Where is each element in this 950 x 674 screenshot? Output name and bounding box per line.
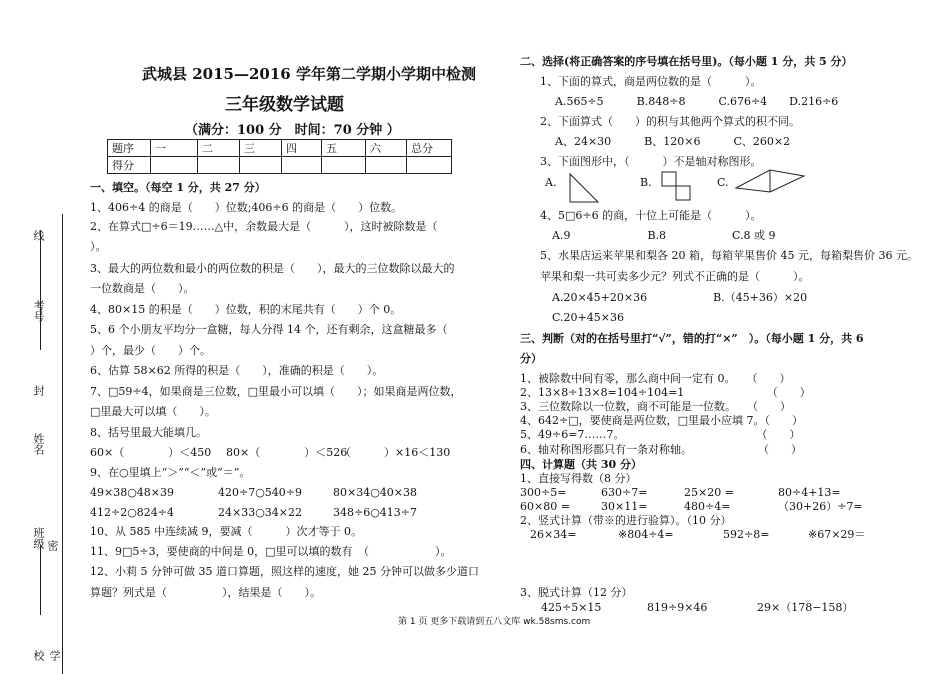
question-1-8b: 80×（ ）＜526 <box>226 446 348 459</box>
question-1-9c: 80×34○40×38 <box>333 486 418 499</box>
class-underline <box>40 545 42 615</box>
calc-item: 480÷4= <box>684 500 731 513</box>
table-cell: 总分 <box>407 140 452 157</box>
section2-heading: 二、选择(将正确答案的序号填在括号里)。（每小题 1 分，共 5 分） <box>520 55 853 68</box>
calc-sub1: 1、直接写得数（8 分） <box>520 472 637 485</box>
question-1-7-cont: □里最大可以填（ ）。 <box>90 405 216 418</box>
calc-item: 25×20 = <box>684 486 734 499</box>
question-1-9: 9、在○里填上“＞”“＜”或“＝”。 <box>90 466 251 479</box>
exam-meta: （满分：100 分 时间：70 分钟 ） <box>185 123 400 138</box>
calc-item: 60×80 = <box>520 500 570 513</box>
question-1-3: 3、最大的两位数和最小的两位数的积是（ ），最大的三位数除以最大的 <box>90 262 455 275</box>
choice-5-options-2: C.20+45×36 <box>552 311 624 324</box>
question-1-8: 8、括号里最大能填几。 <box>90 426 207 439</box>
score-input-cell[interactable] <box>151 157 198 174</box>
judge-4: 4、642÷□，要使商是两位数，□里最小应填 7。（ ） <box>520 414 803 427</box>
question-1-9e: 24×33○34×22 <box>218 506 303 519</box>
judge-2: 2、13×8÷13×8=104÷104=1 （ ） <box>520 386 811 399</box>
vertical-calc-item: 592÷8= <box>723 528 770 541</box>
score-input-cell[interactable] <box>407 157 452 174</box>
calc-item: 30×11= <box>601 500 648 513</box>
exam-title: 武城县 2015—2016 学年第二学期小学期中检测 <box>142 65 476 83</box>
choice-3-label-a: A. <box>545 176 557 189</box>
table-cell: 三 <box>240 140 282 157</box>
question-1-7: 7、□59÷4，如果商是三位数，□里最小可以填（ ）；如果商是两位数， <box>90 385 462 398</box>
question-1-6: 6、估算 58×62 所得的积是（ ），准确的积是（ ）。 <box>90 364 384 377</box>
right-triangle-figure <box>566 170 600 204</box>
score-table-row <box>108 140 452 157</box>
judge-5: 5、49÷6=7……7。 （ ） <box>520 428 801 441</box>
class-label: 班级 <box>32 527 45 549</box>
step-calc-item: 819÷9×46 <box>647 601 708 614</box>
score-input-cell[interactable] <box>366 157 407 174</box>
choice-3-label-c: C. <box>717 176 729 189</box>
table-cell: 一 <box>151 140 198 157</box>
question-1-3-cont: 一位数商是（ ）。 <box>90 282 195 295</box>
choice-5-options-1: A.20×45+20×36 B.（45+36）×20 <box>552 291 808 304</box>
calc-item: 300÷5= <box>520 486 567 499</box>
question-1-2: 2、在算式□÷6＝19……△中，余数最大是（ ），这时被除数是（ <box>90 220 438 233</box>
question-1-9b: 420÷7○540÷9 <box>218 486 303 499</box>
question-1-12-cont: 算题？列式是（ ），结果是（ ）。 <box>90 586 321 599</box>
calc-item: 630÷7= <box>601 486 648 499</box>
question-1-5: 5、6 个小朋友平均分一盒糖，每人分得 14 个，还有剩余，这盒糖最多（ <box>90 323 448 336</box>
question-1-1: 1、406÷4 的商是（ ）位数;406÷6 的商是（ ）位数。 <box>90 201 403 214</box>
choice-3: 3、下面图形中，（ ）不是轴对称图形。 <box>540 155 762 168</box>
table-cell: 得分 <box>108 157 151 174</box>
score-table-row <box>108 157 452 174</box>
question-1-9d: 412÷2○824÷4 <box>90 506 175 519</box>
question-1-10: 10、从 585 中连续减 9，要减（ ）次才等于 0。 <box>90 525 362 538</box>
section4-heading: 四、计算题（共 30 分） <box>520 458 642 471</box>
name-underline <box>40 230 42 350</box>
question-1-9f: 348÷6○413÷7 <box>333 506 418 519</box>
question-1-8a: 60×（ ）＜450 <box>90 446 212 459</box>
squares-figure <box>660 170 700 204</box>
question-1-4: 4、80×15 的积是（ ）位数，积的末尾共有（ ）个 0。 <box>90 303 402 316</box>
step-calc-item: 425÷5×15 <box>541 601 602 614</box>
table-cell: 四 <box>282 140 322 157</box>
vertical-calc-item: ※67×29＝ <box>808 528 866 541</box>
step-calc-item: 29×（178−158） <box>757 601 854 614</box>
calc-sub3: 3、脱式计算（12 分） <box>520 586 633 599</box>
score-input-cell[interactable] <box>198 157 240 174</box>
question-1-12: 12、小莉 5 分钟可做 35 道口算题，照这样的速度，她 25 分钟可以做多少道口 <box>90 565 479 578</box>
page-footer: 第 1 页 更多下载请到五八文库 wk.58sms.com <box>398 617 591 627</box>
table-cell: 题序 <box>108 140 151 157</box>
binding-seal2-char: 密 <box>46 540 59 551</box>
question-1-8c: （ ）×16＜130 <box>340 446 451 459</box>
table-cell: 六 <box>366 140 407 157</box>
choice-4: 4、5□6÷6 的商，十位上可能是（ ）。 <box>540 209 762 222</box>
score-table <box>107 139 452 174</box>
choice-1: 1、下面的算式，商是两位数的是（ ）。 <box>540 75 762 88</box>
vertical-calc-item: 26×34= <box>530 528 577 541</box>
choice-1-options: A.565÷5 B.848÷8 C.676÷4 D.216÷6 <box>555 95 839 108</box>
section1-heading: 一、填空。（每空 1 分，共 27 分） <box>90 181 266 194</box>
parallelogram-figure <box>734 166 806 196</box>
choice-5-cont: 苹果和梨一共可卖多少元？列式不正确的是（ ）。 <box>540 270 810 283</box>
section3-heading: 三、判断（对的在括号里打“√”，错的打“×” ）。（每小题 1 分，共 6 <box>520 332 864 345</box>
score-input-cell[interactable] <box>322 157 366 174</box>
calc-item: 80÷4+13= <box>778 486 841 499</box>
table-cell: 二 <box>198 140 240 157</box>
choice-2-options: A、24×30 B、120×6 C、260×2 <box>555 135 791 148</box>
exam-subtitle: 三年级数学试题 <box>225 95 344 115</box>
score-input-cell[interactable] <box>282 157 322 174</box>
name-label: 姓名 <box>32 433 45 455</box>
judge-3: 3、三位数除以一位数，商不可能是一位数。 （ ） <box>520 400 791 413</box>
school-label: 学校 <box>32 650 61 661</box>
question-1-11: 11、9□5÷3，要使商的中间是 0，□里可以填的数有 （ ）。 <box>90 545 452 558</box>
question-1-2-cont: ）。 <box>90 240 107 253</box>
choice-4-options: A.9 B.8 C.8 或 9 <box>552 229 776 242</box>
choice-5: 5、水果店运来苹果和梨各 20 箱，每箱苹果售价 45 元，每箱梨售价 36 元。 <box>540 249 918 262</box>
question-1-5-cont: ）个，最少（ ）个。 <box>90 344 211 357</box>
choice-3-label-b: B. <box>640 176 652 189</box>
calc-item: （30+26）÷7= <box>778 500 863 513</box>
choice-2: 2、下面算式（ ）的积与其他两个算式的积不同。 <box>540 115 800 128</box>
calc-sub2: 2、竖式计算（带※的进行验算）。（10 分） <box>520 514 732 527</box>
question-1-9a: 49×38○48×39 <box>90 486 175 499</box>
binding-line <box>62 214 63 674</box>
table-cell: 五 <box>322 140 366 157</box>
binding-seal-char: 封 <box>32 385 45 396</box>
exam-number-label: 考号 <box>32 300 45 322</box>
judge-6: 6、轴对称图形都只有一条对称轴。 （ ） <box>520 443 802 456</box>
judge-1: 1、被除数中间有零，那么商中间一定有 0。 （ ） <box>520 372 791 385</box>
section3-heading-cont: 分） <box>520 352 542 365</box>
binding-line-upper <box>62 224 63 274</box>
score-input-cell[interactable] <box>240 157 282 174</box>
vertical-calc-item: ※804÷4= <box>618 528 674 541</box>
binding-line-char: 线 <box>32 230 45 241</box>
